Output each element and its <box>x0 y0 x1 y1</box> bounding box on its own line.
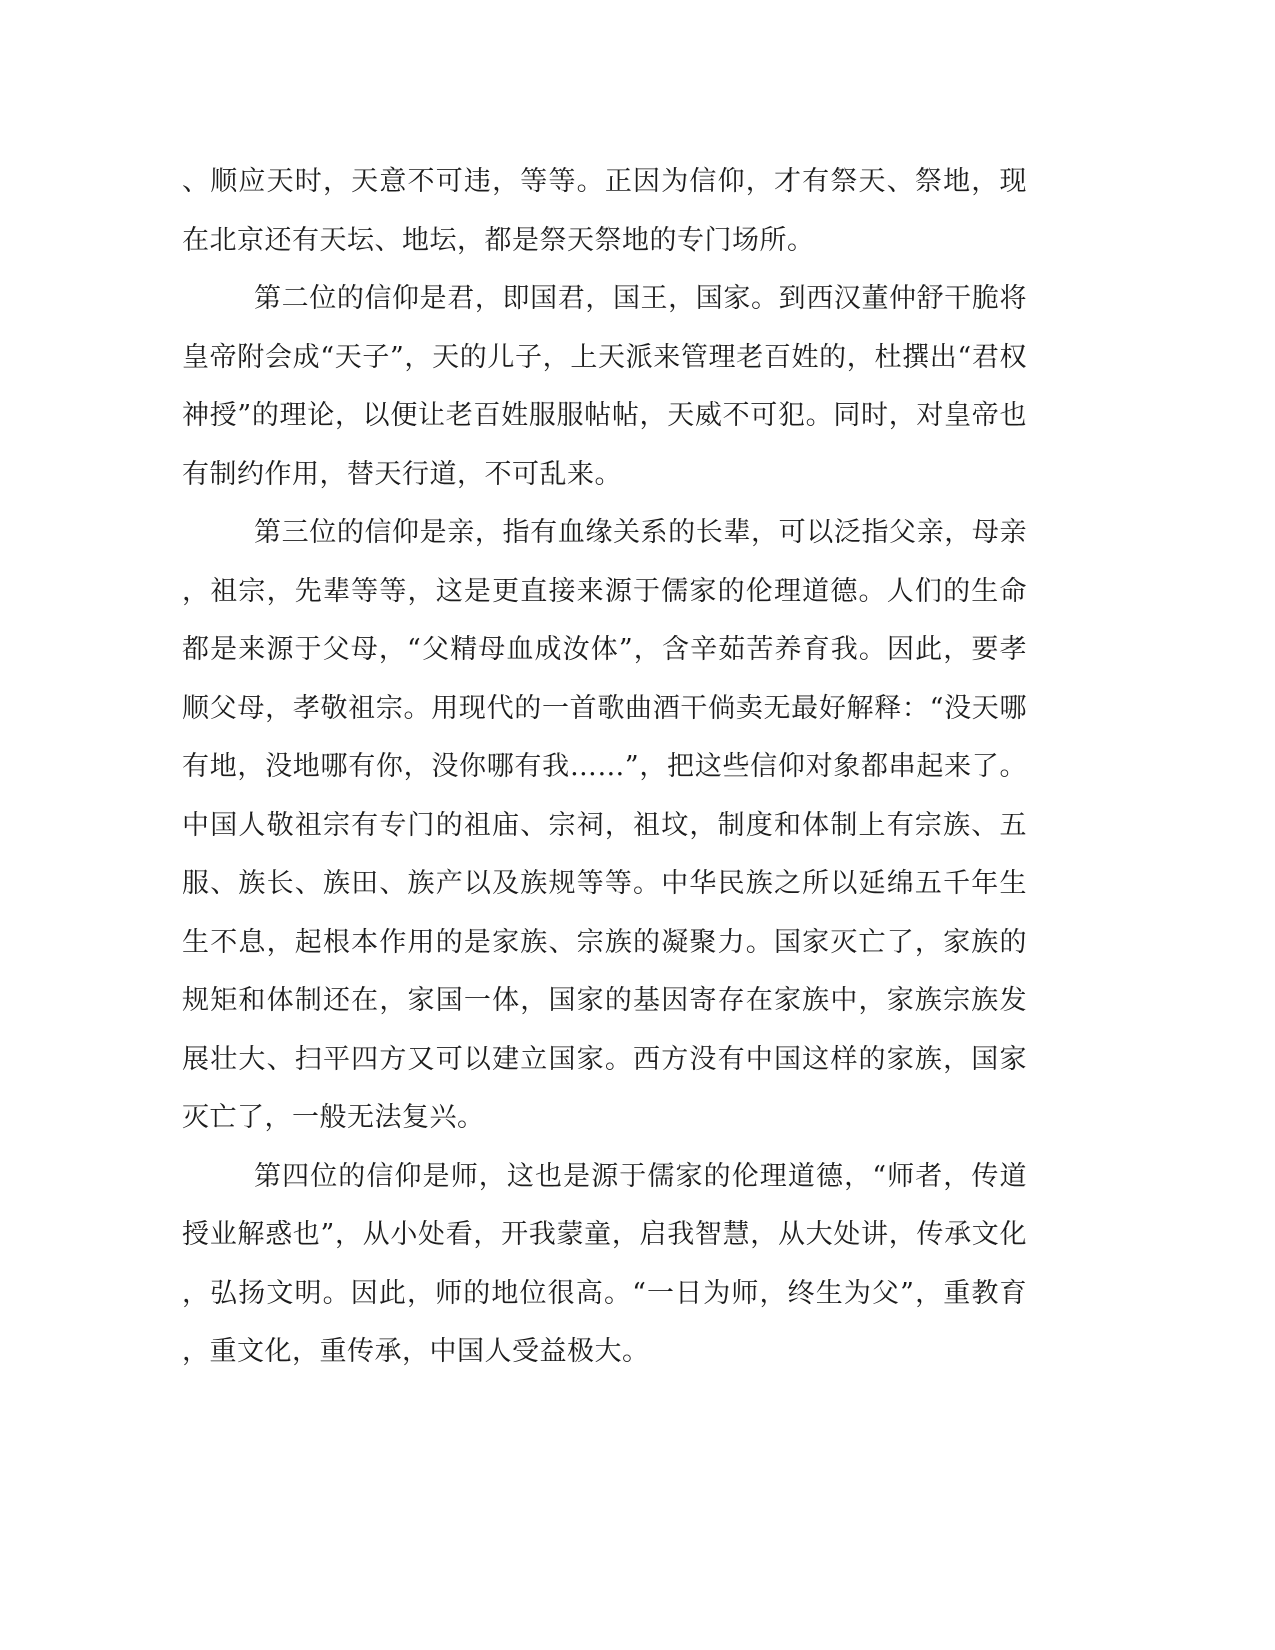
text-line: 授业解惑也”，从小处看，开我蒙童，启我智慧，从大处讲，传承文化 <box>182 1219 1027 1250</box>
text-line: 有制约作用，替天行道，不可乱来。 <box>182 458 622 490</box>
text-line: 、顺应天时，天意不可违，等等。正因为信仰，才有祭天、祭地，现 <box>182 166 1027 197</box>
text-line: 顺父母，孝敬祖宗。用现代的一首歌曲酒干倘卖无最好解释：“没天哪 <box>182 692 1027 724</box>
text-line: ，弘扬文明。因此，师的地位很高。“一日为师，终生为父”，重教育 <box>182 1277 1027 1309</box>
text-line: 规矩和体制还在，家国一体，国家的基因寄存在家族中，家族宗族发 <box>182 985 1027 1016</box>
paragraph-first-line: 第二位的信仰是君，即国君，国王，国家。到西汉董仲舒干脆将 <box>254 283 1027 314</box>
text-line: 中国人敬祖宗有专门的祖庙、宗祠，祖坟，制度和体制上有宗族、五 <box>182 809 1027 841</box>
text-line: ，重文化，重传承，中国人受益极大。 <box>182 1336 650 1367</box>
text-line: 生不息，起根本作用的是家族、宗族的凝聚力。国家灭亡了，家族的 <box>182 926 1027 958</box>
text-line: 都是来源于父母，“父精母血成汝体”，含辛茹苦养育我。因此，要孝 <box>182 634 1027 665</box>
text-line: 在北京还有天坛、地坛，都是祭天祭地的专门场所。 <box>182 224 815 256</box>
body-text <box>182 157 1027 1386</box>
paragraph-first-line: 第四位的信仰是师，这也是源于儒家的伦理道德，“师者，传道 <box>254 1160 1027 1192</box>
text-line: 灭亡了，一般无法复兴。 <box>182 1102 485 1133</box>
text-line: 服、族长、族田、族产以及族规等等。中华民族之所以延绵五千年生 <box>182 868 1027 899</box>
text-line: 展壮大、扫平四方又可以建立国家。西方没有中国这样的家族，国家 <box>182 1043 1027 1075</box>
text-line: 有地，没地哪有你，没你哪有我……”，把这些信仰对象都串起来了。 <box>182 751 1027 782</box>
text-line: 神授”的理论，以便让老百姓服服帖帖，天威不可犯。同时，对皇帝也 <box>182 400 1027 431</box>
paragraph-first-line: 第三位的信仰是亲，指有血缘关系的长辈，可以泛指父亲，母亲 <box>254 517 1027 548</box>
text-line: ，祖宗，先辈等等，这是更直接来源于儒家的伦理道德。人们的生命 <box>182 575 1027 607</box>
text-line: 皇帝附会成“天子”，天的儿子，上天派来管理老百姓的，杜撰出“君权 <box>182 341 1027 373</box>
